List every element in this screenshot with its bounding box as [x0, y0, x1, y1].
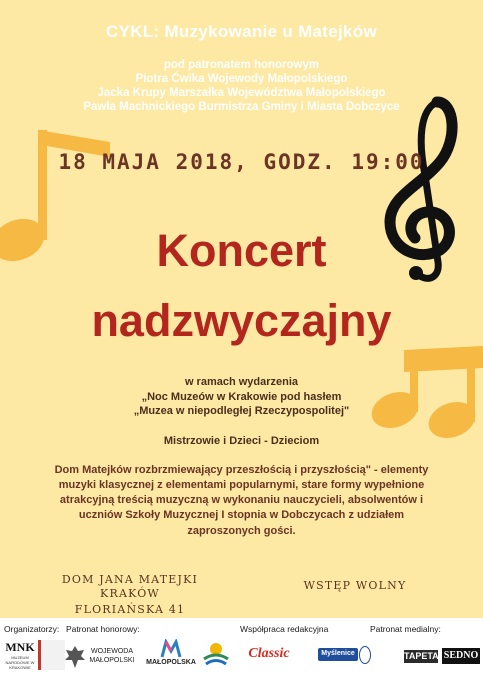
- description-line: zaproszonych gości.: [187, 525, 296, 537]
- description-line: atrakcyjną treścią muzyczną w wykonaniu nauczycieli, absolwentów i: [59, 494, 424, 506]
- venue-line1: DOM JANA MATEJKI KRAKÓW: [61, 573, 199, 600]
- description-line: muzyki klasycznej z elementami popularnymi, stare formy wypełnione: [58, 479, 425, 491]
- radio-classic-logo: Classic: [248, 646, 290, 661]
- myslenice-logo: Myślenice: [318, 648, 358, 661]
- eagle-emblem-icon: [64, 644, 86, 670]
- patronage-line: Piotra Ćwika Wojewody Małopolskiego: [135, 73, 348, 85]
- malopolska-logo: MAŁOPOLSKA: [146, 659, 196, 666]
- patronage-line: pod patronatem honorowym: [163, 59, 320, 71]
- honorary-patronage-label: Patronat honorowy:: [66, 624, 140, 634]
- round-media-logo: [359, 646, 371, 664]
- media-patronage-label: Patronat medialny:: [370, 624, 441, 634]
- editorial-cooperation-label: Współpraca redakcyjna: [240, 624, 329, 634]
- dobczyce-logo-icon: [202, 639, 230, 667]
- event-context-line: w ramach wydarzenia: [184, 376, 299, 388]
- mnk-logo: MNK MUZEUM NARODOWE W KRAKOWIE: [5, 640, 35, 670]
- event-date: 18 MAJA 2018, GODZ. 19:00: [58, 150, 425, 174]
- venue-line2: FLORIAŃSKA 41: [74, 603, 186, 616]
- sedno-logo: SEDNO: [442, 648, 480, 664]
- description-line: Dom Matejków rozbrzmiewający przeszłością i przyszłością" - elementy: [54, 464, 429, 476]
- event-context-line: „Muzea w niepodległej Rzeczypospolitej": [133, 405, 350, 417]
- event-title-line1: Koncert: [156, 225, 327, 276]
- patronage-line: Jacka Krupy Marszałka Województwa Małopolskiego: [97, 87, 386, 99]
- school-logo: [38, 640, 65, 670]
- event-context-line: „Noc Muzeów w Krakowie pod hasłem: [141, 391, 342, 403]
- voivode-logo: WOJEWODA MAŁOPOLSKI: [89, 648, 135, 664]
- event-subtitle: Mistrzowie i Dzieci - Dzieciom: [163, 435, 320, 447]
- venue-address: [30, 573, 230, 617]
- admission-info: WSTĘP WOLNY: [303, 579, 407, 592]
- tapeta-logo: TAPETA: [404, 651, 439, 661]
- description-line: uczniów Szkoły Muzycznej I stopnia w Dobczycach z udziałem: [78, 509, 405, 521]
- patronage-line: Pawła Machnickiego Burmistrza Gminy i Miasta Dobczyce: [83, 101, 400, 113]
- cycle-title: CYKL: Muzykowanie u Matejków: [106, 22, 377, 41]
- event-title-line2: nadzwyczajny: [91, 295, 392, 346]
- malopolska-mark-icon: [160, 639, 182, 659]
- organizers-label: Organizatorzy:: [4, 624, 60, 634]
